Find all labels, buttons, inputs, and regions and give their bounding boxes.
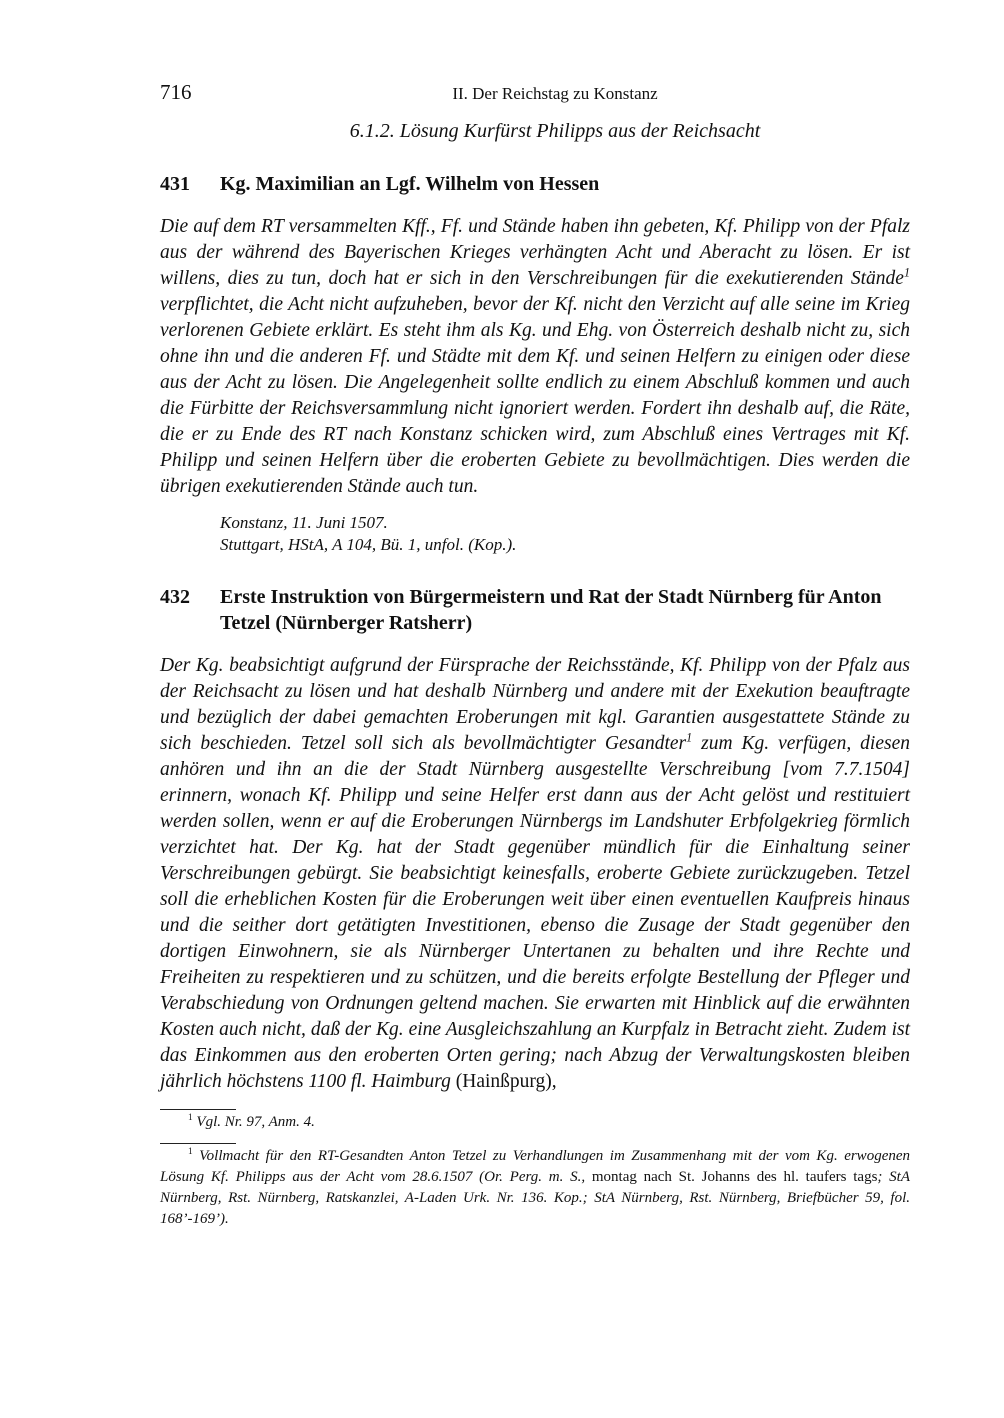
footnote-divider-2 — [160, 1143, 236, 1144]
footnote-ref-1b[interactable]: 1 — [686, 730, 693, 745]
footnote-2-text-b: ; StA Nürnberg, Rst. Nürnberg, Ratskanzlei, A-Laden Urk. Nr. 136. Kop.; StA Nürnberg, Rst. Nürnberg, Briefbücher 59, fol. 168’-169’). — [160, 1169, 910, 1227]
footnote-2-text-a: Vollmacht für den RT-Gesandten Anton Tetzel zu Verhandlungen im Zusammenhang mit der vom Kg. erwogenen Lösung Kf. Philipps aus der Acht vom 28.6.1507 (Or. Perg. m. S., — [160, 1148, 911, 1185]
entry-432-summary-part-a: Der Kg. beabsichtigt aufgrund der Fürsprache der Reichsstände, Kf. Philipp von der Pfalz aus der Reichsacht zu lösen und hat deshalb Nürnberg und andere mit der Exekution beauftragte und bezüglich der dabei gemachten Eroberungen mit kgl. Garantien ausgestattete Stände zu sich beschieden. Tetzel soll sich als bevollmächtigter Gesandter — [160, 655, 910, 754]
entry-432-summary-part-b: zum Kg. verfügen, diesen anhören und ihn an die der Stadt Nürnberg ausgestellte Verschreibung [vom 7.7.1504] erinnern, wonach Kf. Philipp und seine Helfer erst dann aus der Acht gelöst und restituiert werden sollen, wenn er auf die Eroberungen Nürnbergs im Landshuter Erbfolgekrieg förmlich verzichtet hat. Der Kg. hat der Stadt gegenüber mündlich für die Einhaltung seiner Verschreibungen gebürgt. Sie beabsichtigt keinesfalls, eroberte Gebiete zurückzugeben. Tetzel soll die erheblichen Kosten für die Eroberungen weit über einen eventuellen Kaufpreis hinaus und die seither dort getätigten Investitionen, ebenso die Zusage der Stadt gegenüber den dortigen Einwohnern, sie als Nürnberger Untertanen zu behalten und ihre Rechte und Freiheiten zu respektieren und zu schützen, und die bereits erfolgte Bestellung der Pfleger und Verabschiedung von Ordnungen geltend machen. Sie erwarten mit Hinblick auf die erwähnten Kosten auch nicht, daß der Kg. eine Ausgleichszahlung an Kurpfalz in Betracht zieht. Zudem ist das Einkommen aus den eroberten Orten gering; nach Abzug der Verwaltungskosten bleiben jährlich höchstens 1100 fl. Haimburg — [160, 733, 910, 1092]
footnote-2-text-upright: montag nach St. Johanns des hl. taufers tags — [591, 1169, 878, 1185]
entry-432-heading — [160, 584, 910, 636]
running-head: II. Der Reichstag zu Konstanz — [452, 84, 658, 103]
footnote-2-mark: 1 — [188, 1147, 193, 1157]
entry-432-number: 432 — [160, 586, 190, 608]
document-page — [160, 78, 910, 1230]
entry-432-title: Erste Instruktion von Bürgermeistern und Rat der Stadt Nürnberg für Anton Tetzel (Nürnberger Ratsherr) — [220, 586, 882, 634]
footnote-1 — [160, 1112, 910, 1133]
footnote-2 — [160, 1146, 910, 1230]
entry-431-title: Kg. Maximilian an Lgf. Wilhelm von Hessen — [220, 173, 600, 195]
footnote-1-mark: 1 — [188, 1113, 193, 1123]
entry-431-summary-part-a: Die auf dem RT versammelten Kff., Ff. und Stände haben ihn gebeten, Kf. Philipp von der Pfalz aus der während des Bayerischen Krieges verhängten Acht und Aberacht zu lösen. Er ist willens, dies zu tun, doch hat er sich in den Verschreibungen für die exekutierenden Stände — [160, 216, 910, 289]
page-header — [160, 78, 910, 114]
entry-432-summary — [160, 653, 910, 1095]
entry-431-heading — [160, 171, 910, 197]
entry-431-place-date: Konstanz, 11. Juni 1507. — [220, 513, 388, 532]
entry-431-summary-part-b: verpflichtet, die Acht nicht aufzuheben, bevor der Kf. nicht den Verzicht auf alle seine im Krieg verlorenen Gebiete erklärt. Es steht ihm als Kg. und Ehg. von Österreich deshalb nicht zu, sich ohne ihn und die anderen Ff. und Städte mit dem Kf. und seinen Helfern zu einigen oder diese aus der Acht zu lösen. Die Angelegenheit sollte endlich zu einem Abschluß kommen und auch die Fürbitte der Reichsversammlung nicht ignoriert werden. Fordert ihn deshalb auf, die Räte, die er zu Ende des RT nach Konstanz schicken wird, zum Abschluß eines Vertrages mit Kf. Philipp und seinen Helfern über die eroberten Gebiete zu bevollmächtigen. Dies werden die übrigen exekutierenden Stände auch tun. — [160, 294, 910, 497]
entry-431-source-block — [220, 512, 910, 556]
footnote-divider — [160, 1109, 236, 1110]
page-number: 716 — [160, 80, 192, 104]
footnote-1-text: Vgl. Nr. 97, Anm. 4. — [196, 1114, 315, 1130]
entry-431-number: 431 — [160, 173, 190, 195]
footnote-ref-1[interactable]: 1 — [903, 265, 910, 280]
entry-432-summary-tail: (Hainßpurg), — [455, 1071, 557, 1092]
entry-431-archive-source: Stuttgart, HStA, A 104, Bü. 1, unfol. (Kop.). — [220, 535, 517, 554]
entry-431-summary — [160, 214, 910, 500]
section-title: 6.1.2. Lösung Kurfürst Philipps aus der Reichsacht — [349, 120, 761, 142]
